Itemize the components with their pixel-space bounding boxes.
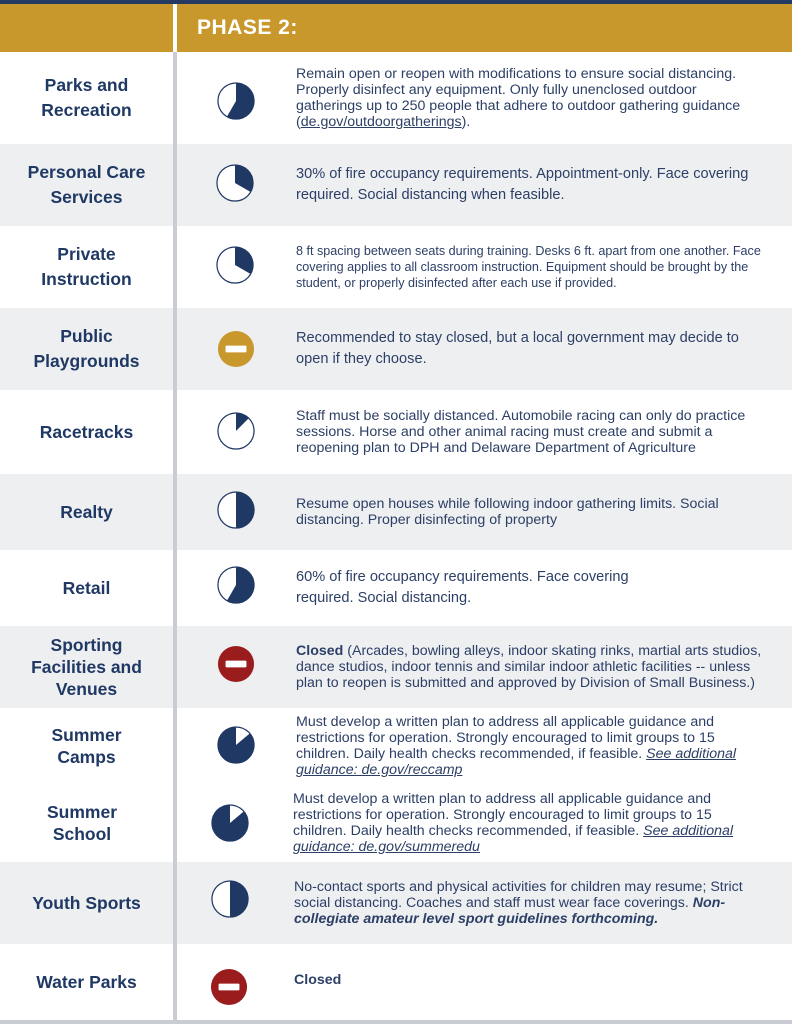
row-sporting-facilities — [0, 626, 792, 708]
row-parks-and-recreation — [0, 52, 792, 144]
pie-half-icon — [217, 491, 255, 529]
pie-three-fifths-icon — [217, 82, 255, 120]
guidance-text: 8 ft spacing between seats during training. Desks 6 ft. apart from one another. Face covering applies to all classroom instruction. Equipment should be brought by the student, or properly disinfected after each use if provided. — [296, 244, 761, 290]
summeredu-guidance-link[interactable]: See additional guidance: de.gov/summeredu — [293, 823, 734, 855]
row-private-instruction — [0, 226, 792, 308]
guidance-text: Resume open houses while following indoor gathering limits. Social distancing. Proper disinfecting of property — [296, 496, 719, 528]
category-label: Retail — [62, 577, 111, 598]
guidance-text: No-contact sports and physical activities for children may resume; Strict social distancing. Coaches and staff must wear face coverings. Non-collegiate amateur level sport guidelines forthcoming. — [294, 879, 743, 927]
category-label: Youth Sports — [32, 892, 141, 913]
category-label: Summer Camps — [51, 725, 122, 767]
column-divider — [173, 52, 177, 1020]
row-personal-care-services — [0, 144, 792, 226]
outdoor-gatherings-link[interactable]: de.gov/outdoorgatherings — [300, 114, 462, 130]
pie-four-fifths-icon — [211, 804, 249, 842]
row-retail — [0, 550, 792, 626]
reccamp-guidance-link[interactable]: See additional guidance: de.gov/reccamp — [296, 746, 737, 778]
bottom-rule — [0, 1020, 792, 1024]
guidance-text: Must develop a written plan to address all applicable guidance and restrictions for operation. Strongly encouraged to limit groups to 15 children. Daily health checks recommended, if feasible. See additional guidance: de.gov/summeredu — [293, 791, 734, 855]
pie-third-icon — [216, 246, 254, 284]
category-label: Public Playgrounds — [33, 326, 140, 371]
category-label: Summer School — [46, 802, 118, 844]
category-label: Personal Care Services — [27, 162, 146, 207]
phase-header — [0, 4, 792, 52]
row-summer-camps — [0, 708, 792, 784]
closed-label: Closed — [296, 643, 344, 659]
pie-third-icon — [216, 164, 254, 202]
row-youth-sports — [0, 862, 792, 944]
pie-half-icon — [211, 880, 249, 918]
category-label: Parks and Recreation — [41, 75, 132, 120]
row-racetracks — [0, 390, 792, 474]
category-label: Water Parks — [36, 971, 137, 992]
guidance-text: Must develop a written plan to address all applicable guidance and restrictions for operation. Strongly encouraged to limit groups to 15 children. Daily health checks recommended, if feasible. See additional guidance: de.gov/reccamp — [296, 714, 737, 778]
row-water-parks — [0, 944, 792, 1020]
pie-three-fifths-icon — [217, 566, 255, 604]
category-label: Realty — [60, 501, 113, 522]
forthcoming-note: Non-collegiate amateur level sport guidelines forthcoming. — [294, 895, 726, 927]
minus-circle-red-icon — [210, 968, 248, 1006]
guidance-text: 60% of fire occupancy requirements. Face covering required. Social distancing. — [296, 569, 629, 606]
category-label: Private Instruction — [41, 244, 132, 289]
row-realty — [0, 474, 792, 550]
pie-four-fifths-icon — [217, 726, 255, 764]
phase-title: PHASE 2: — [197, 16, 298, 39]
row-summer-school — [0, 784, 792, 862]
guidance-text: 30% of fire occupancy requirements. Appointment-only. Face covering required. Social distancing when feasible. — [296, 166, 749, 203]
category-label: Sporting Facilities and Venues — [31, 635, 142, 699]
closed-label: Closed — [294, 972, 342, 988]
guidance-text: Recommended to stay closed, but a local government may decide to open if they choose. — [296, 330, 739, 367]
guidance-text — [294, 972, 764, 988]
guidance-text: Staff must be socially distanced. Automobile racing can only do practice sessions. Horse and other animal racing must create and submit a reopening plan to DPH and Delaware Department of Agriculture — [296, 408, 746, 456]
guidance-text: Remain open or reopen with modifications to ensure social distancing. Properly disinfect any equipment. Only fully unenclosed outdoor gatherings up to 250 people that adhere to outdoor gathering guidance (de.gov/outdoorgatherings). — [296, 66, 741, 130]
category-label: Racetracks — [39, 421, 134, 442]
minus-circle-red-icon — [217, 645, 255, 683]
minus-circle-gold-icon — [217, 330, 255, 368]
row-public-playgrounds — [0, 308, 792, 390]
guidance-text: Closed (Arcades, bowling alleys, indoor skating rinks, martial arts studios, dance studios, indoor tennis and similar indoor athletic facilities -- unless plan to reopen is submitted and approved by Division of Small Business.) — [296, 643, 762, 691]
pie-eighth-icon — [217, 412, 255, 450]
